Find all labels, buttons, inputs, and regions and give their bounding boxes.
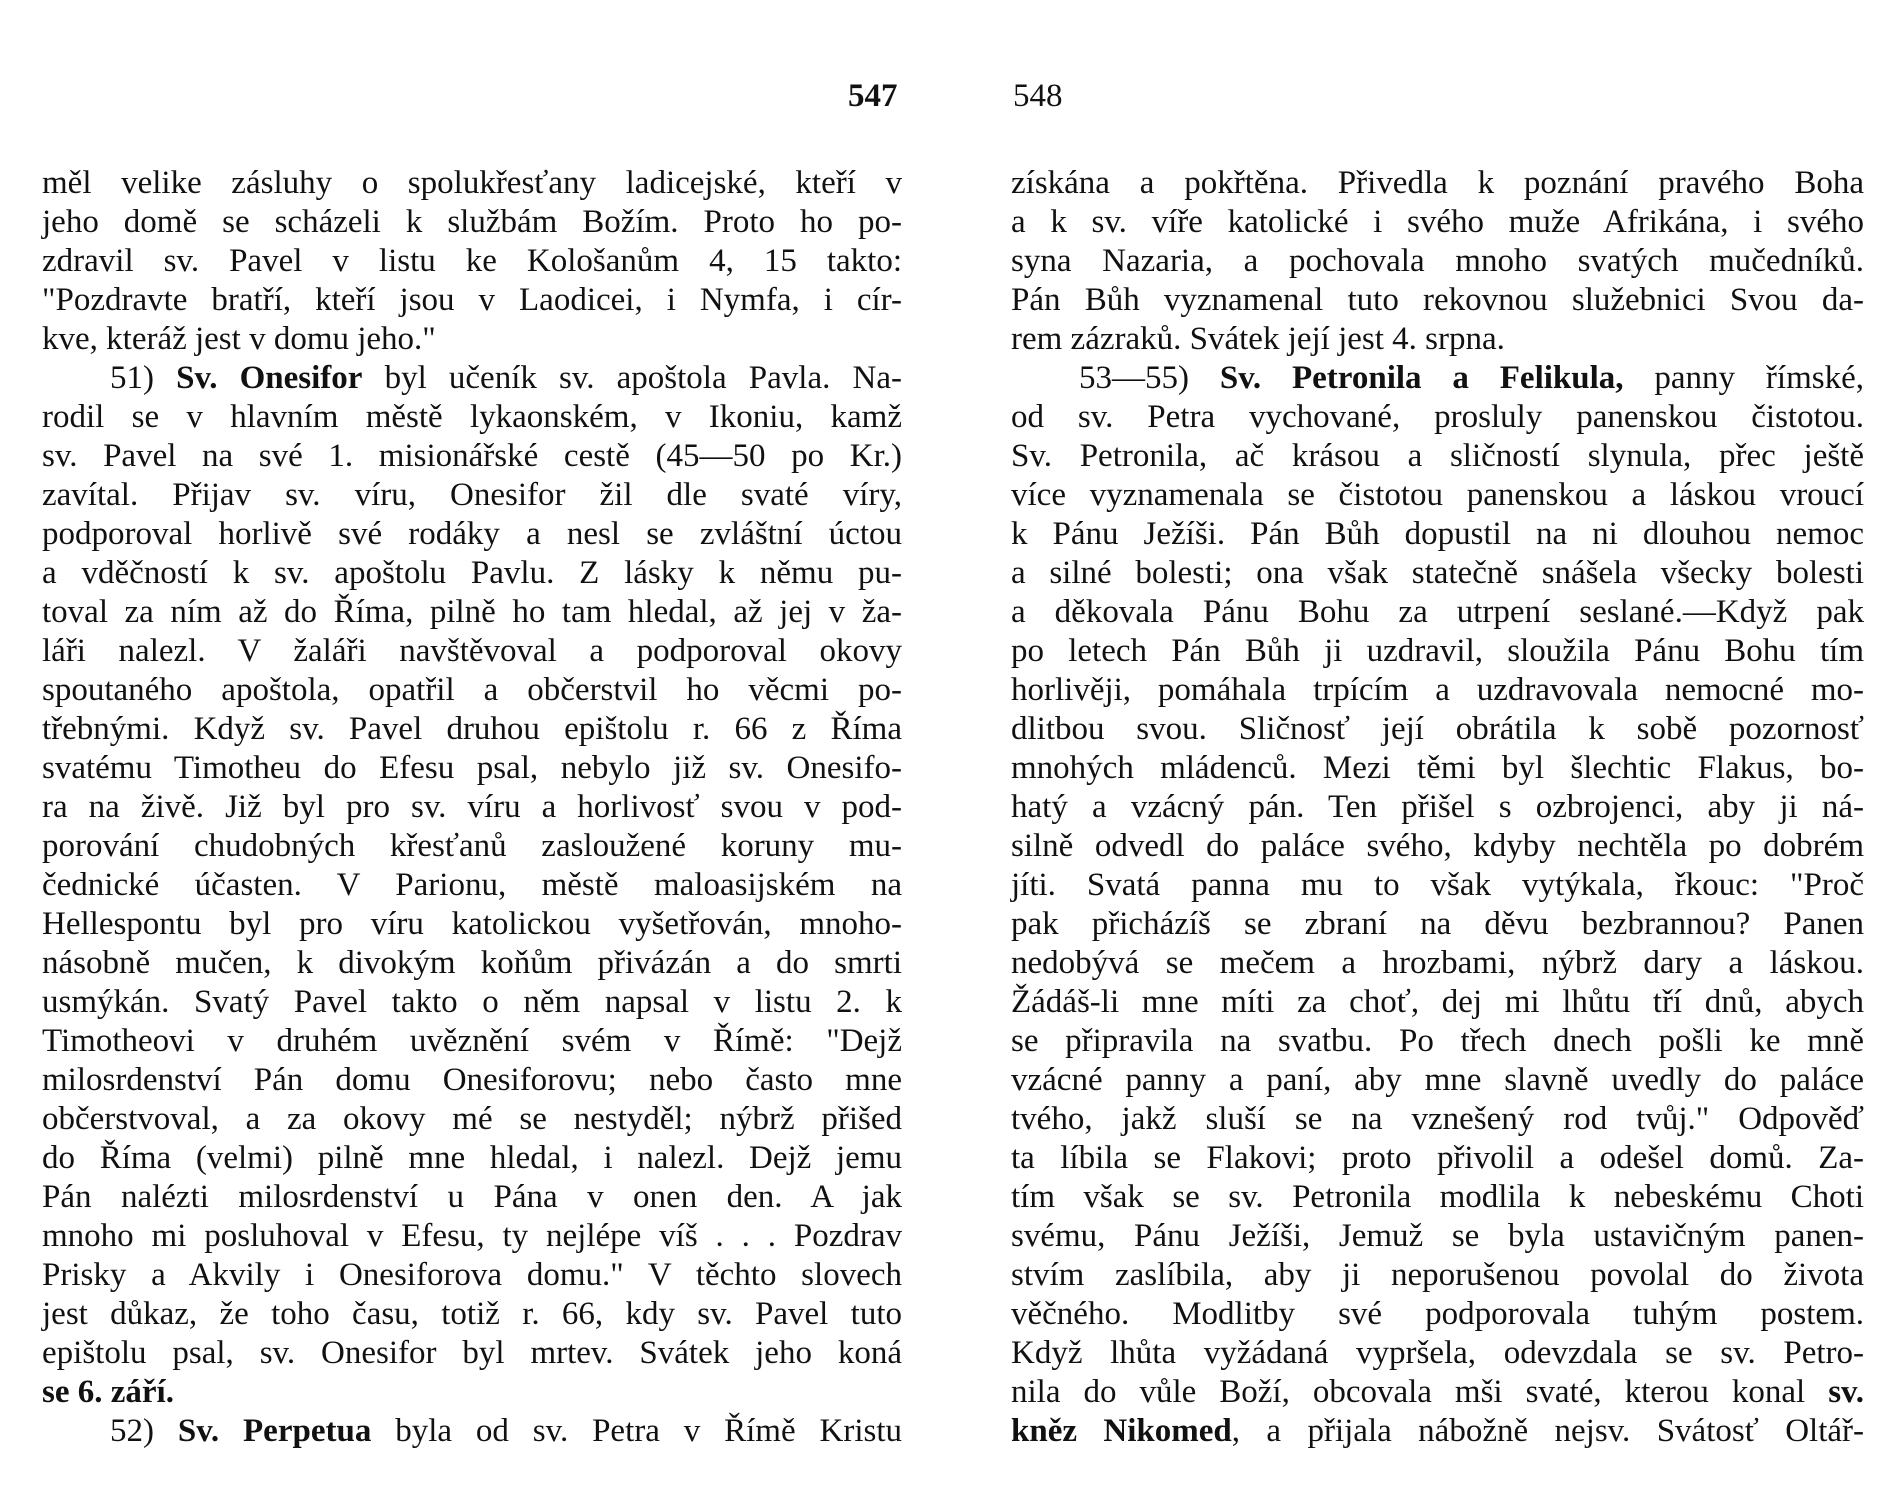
body-text: k Pánu Ježíši. Pán Bůh dopustil na ni dlouhou nemoc (1011, 516, 1864, 552)
text-line (42, 1373, 902, 1412)
text-line (42, 1256, 902, 1295)
body-text: nedobývá se mečem a hrozbami, nýbrž dary a láskou. (1011, 945, 1864, 981)
page-number-left: 547 (848, 78, 898, 114)
body-text: Pán Bůh vyznamenal tuto rekovnou služebnici Svou da- (1011, 282, 1864, 318)
text-line (42, 632, 902, 671)
body-text: po letech Pán Bůh ji uzdravil, sloužila Pánu Bohu tím (1011, 633, 1864, 669)
body-text: 51) (110, 360, 177, 396)
text-line (42, 1217, 902, 1256)
body-text: Když lhůta vyžádaná vypršela, odevzdala se sv. Petro- (1011, 1335, 1864, 1371)
text-line (42, 203, 902, 242)
body-text: kve, kteráž jest v domu jeho." (42, 321, 436, 357)
body-text: svému, Pánu Ježíši, Jemuž se byla ustavičným panen- (1011, 1218, 1864, 1254)
body-text: jest důkaz, že toho času, totiž r. 66, kdy sv. Pavel tuto (42, 1296, 902, 1332)
body-text: láři nalezl. V žaláři navštěvoval a podporoval okovy (42, 633, 902, 669)
text-line (1011, 983, 1864, 1022)
body-text: do Říma (velmi) pilně mne hledal, i nalezl. Dejž jemu (42, 1140, 902, 1176)
body-text: epištolu psal, sv. Onesifor byl mrtev. Svátek jeho koná (42, 1335, 902, 1371)
body-text: občerstvoval, a za okovy mé se nestyděl; nýbrž přišed (42, 1101, 902, 1137)
body-text: se připravila na svatbu. Po třech dnech pošli ke mně (1011, 1023, 1864, 1059)
body-text: porování chudobných křesťanů zasloužené koruny mu- (42, 828, 902, 864)
text-line (1011, 359, 1864, 398)
body-text: od sv. Petra vychované, prosluly panenskou čistotou. (1011, 399, 1864, 435)
text-line (1011, 1178, 1864, 1217)
body-text: podporoval horlivě své rodáky a nesl se zvláštní úctou (42, 516, 902, 552)
bold-heading-text: sv. (1828, 1374, 1864, 1410)
text-line (1011, 710, 1864, 749)
body-text: věčného. Modlitby své podporovala tuhým postem. (1011, 1296, 1864, 1332)
bold-heading-text: se 6. září. (42, 1374, 174, 1410)
text-line (42, 164, 902, 203)
body-text: rem zázraků. Svátek její jest 4. srpna. (1011, 321, 1505, 357)
body-text: mnohých mládenců. Mezi těmi byl šlechtic Flakus, bo- (1011, 750, 1864, 786)
body-text: Hellespontu byl pro víru katolickou vyšetřován, mnoho- (42, 906, 902, 942)
text-line (42, 1334, 902, 1373)
body-text: jeho domě se scházeli k službám Božím. Proto ho po- (42, 204, 902, 240)
text-line (1011, 398, 1864, 437)
body-text: vzácné panny a paní, aby mne slavně uvedly do paláce (1011, 1062, 1864, 1098)
body-text: 53—55) (1079, 360, 1220, 396)
text-line (1011, 1139, 1864, 1178)
text-line (1011, 671, 1864, 710)
text-line (42, 1178, 902, 1217)
body-text: Žádáš-li mne míti za choť, dej mi lhůtu tří dnů, abych (1011, 984, 1864, 1020)
body-text: panny římské, (1623, 360, 1864, 396)
text-line (42, 242, 902, 281)
body-text: třebnými. Když sv. Pavel druhou epištolu r. 66 z Říma (42, 711, 902, 747)
text-line (1011, 242, 1864, 281)
text-line (42, 944, 902, 983)
bold-heading-text: kněz Nikomed (1011, 1413, 1232, 1449)
text-line (42, 749, 902, 788)
body-text: více vyznamenala se čistotou panenskou a láskou vroucí (1011, 477, 1864, 513)
text-line (42, 281, 902, 320)
text-line (1011, 1256, 1864, 1295)
body-text: , a přijala nábožně nejsv. Svátosť Oltář- (1231, 1413, 1865, 1449)
body-text: Pán nalézti milosrdenství u Pána v onen den. A jak (42, 1179, 902, 1215)
text-line (1011, 281, 1864, 320)
text-line (1011, 827, 1864, 866)
body-text: a vděčností k sv. apoštolu Pavlu. Z lásky k němu pu- (42, 555, 902, 591)
text-line (1011, 749, 1864, 788)
bold-heading-text: Sv. Onesifor (176, 360, 363, 396)
body-text: pak přicházíš se zbraní na děvu bezbrannou? Panen (1011, 906, 1864, 942)
body-text: a k sv. víře katolické i svého muže Afrikána, i svého (1011, 204, 1864, 240)
body-text: toval za ním až do Říma, pilně ho tam hledal, až jej v ža- (42, 594, 902, 630)
body-text: Prisky a Akvily i Onesiforova domu." V těchto slovech (42, 1257, 902, 1293)
body-text: čednické účasten. V Parionu, městě maloasijském na (42, 867, 902, 903)
text-line (1011, 476, 1864, 515)
text-line (1011, 1295, 1864, 1334)
body-text: byla od sv. Petra v Římě Kristu (371, 1413, 902, 1449)
text-line (1011, 1022, 1864, 1061)
text-line (1011, 1412, 1864, 1451)
text-line (42, 1022, 902, 1061)
text-line (1011, 788, 1864, 827)
body-text: "Pozdravte bratří, kteří jsou v Laodicei, i Nymfa, i cír- (42, 282, 902, 318)
text-line (1011, 515, 1864, 554)
text-line (42, 1412, 902, 1451)
text-line (42, 1139, 902, 1178)
text-line (42, 554, 902, 593)
text-line (1011, 905, 1864, 944)
bold-heading-text: Sv. Perpetua (177, 1413, 372, 1449)
body-text: tvého, jakž sluší se na vznešený rod tvůj." Odpověď (1011, 1101, 1864, 1137)
body-text: byl učeník sv. apoštola Pavla. Na- (362, 360, 902, 396)
body-text: mnoho mi posluhoval v Efesu, ty nejlépe víš . . . Pozdrav (42, 1218, 902, 1254)
text-line (1011, 320, 1864, 359)
text-line (42, 515, 902, 554)
body-text: svatému Timotheu do Efesu psal, nebylo již sv. Onesifo- (42, 750, 902, 786)
body-text: jíti. Svatá panna mu to však vytýkala, řkouc: "Proč (1011, 867, 1864, 903)
text-line (42, 866, 902, 905)
text-line (1011, 1100, 1864, 1139)
body-text: Sv. Petronila, ač krásou a sličností slynula, přec ještě (1011, 438, 1864, 474)
text-line (42, 788, 902, 827)
body-text: a děkovala Pánu Bohu za utrpení seslané.—Když pak (1011, 594, 1864, 630)
body-text: Timotheovi v druhém uvěznění svém v Římě: "Dejž (42, 1023, 902, 1059)
text-line (42, 398, 902, 437)
body-text: a silné bolesti; ona však statečně snášela všecky bolesti (1011, 555, 1864, 591)
body-text: zdravil sv. Pavel v listu ke Kološanům 4, 15 takto: (42, 243, 902, 279)
text-line (1011, 1373, 1864, 1412)
text-line (1011, 437, 1864, 476)
text-line (1011, 866, 1864, 905)
body-text: zavítal. Přijav sv. víru, Onesifor žil dle svaté víry, (42, 477, 902, 513)
text-line (1011, 944, 1864, 983)
body-text: tím však se sv. Petronila modlila k nebeskému Choti (1011, 1179, 1864, 1215)
body-text: syna Nazaria, a pochovala mnoho svatých mučedníků. (1011, 243, 1864, 279)
text-line (1011, 632, 1864, 671)
text-line (42, 320, 902, 359)
text-line (42, 437, 902, 476)
text-line (42, 710, 902, 749)
text-line (1011, 1334, 1864, 1373)
text-line (42, 671, 902, 710)
text-line (1011, 593, 1864, 632)
body-text: nila do vůle Boží, obcovala mši svaté, kterou konal (1011, 1374, 1829, 1410)
body-text: horlivěji, pomáhala trpícím a uzdravovala nemocné mo- (1011, 672, 1864, 708)
text-line (42, 1061, 902, 1100)
body-text: milosrdenství Pán domu Onesiforovu; nebo často mne (42, 1062, 902, 1098)
text-line (42, 827, 902, 866)
body-text: usmýkán. Svatý Pavel takto o něm napsal v listu 2. k (42, 984, 902, 1020)
body-text: dlitbou svou. Sličnosť její obrátila k sobě pozornosť (1011, 711, 1864, 747)
left-page-text (42, 164, 902, 1451)
body-text: 52) (110, 1413, 178, 1449)
text-line (42, 983, 902, 1022)
right-page-text (1011, 164, 1864, 1451)
body-text: sv. Pavel na své 1. misionářské cestě (45—50 po Kr.) (42, 438, 902, 474)
body-text: měl velike zásluhy o spolukřesťany ladicejské, kteří v (42, 165, 902, 201)
body-text: ra na živě. Již byl pro sv. víru a horlivosť svou v pod- (42, 789, 902, 825)
body-text: silně odvedl do paláce svého, kdyby nechtěla po dobrém (1011, 828, 1864, 864)
body-text: ta líbila se Flakovi; proto přivolil a odešel domů. Za- (1011, 1140, 1864, 1176)
body-text: násobně mučen, k divokým koňům přivázán a do smrti (42, 945, 902, 981)
body-text: stvím zaslíbila, aby ji neporušenou povolal do života (1011, 1257, 1864, 1293)
body-text: rodil se v hlavním městě lykaonském, v Ikoniu, kamž (42, 399, 902, 435)
body-text: získána a pokřtěna. Přivedla k poznání pravého Boha (1011, 165, 1864, 201)
text-line (1011, 203, 1864, 242)
bold-heading-text: Sv. Petronila a Felikula, (1219, 360, 1624, 396)
text-line (42, 476, 902, 515)
text-line (1011, 1217, 1864, 1256)
text-line (42, 1100, 902, 1139)
text-line (1011, 1061, 1864, 1100)
body-text: spoutaného apoštola, opatřil a občerstvil ho věcmi po- (42, 672, 902, 708)
text-line (1011, 554, 1864, 593)
body-text: hatý a vzácný pán. Ten přišel s ozbrojenci, aby ji ná- (1011, 789, 1864, 825)
text-line (42, 593, 902, 632)
text-line (42, 359, 902, 398)
text-line (42, 905, 902, 944)
text-line (1011, 164, 1864, 203)
text-line (42, 1295, 902, 1334)
page-number-right: 548 (1013, 78, 1063, 114)
